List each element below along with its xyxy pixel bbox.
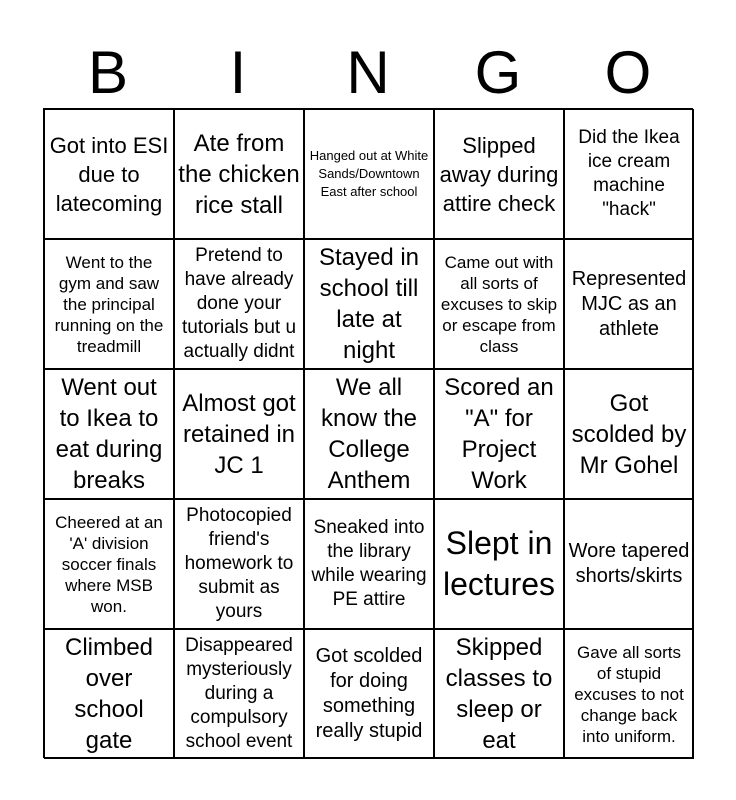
bingo-cell[interactable] [304,499,434,629]
bingo-cell[interactable] [44,239,174,369]
bingo-cell[interactable] [434,499,564,629]
bingo-cell[interactable] [174,109,304,239]
cell-text: Pretend to have already done your tutorials but u actually didnt [181,245,297,362]
bingo-cell[interactable] [304,369,434,499]
cell-text: Got scolded by Mr Gohel [571,389,687,479]
bingo-cell[interactable] [304,239,434,369]
cell-text: Slept in lectures [442,525,556,602]
bingo-cell[interactable] [304,629,434,759]
title-letter-n: N [346,39,390,106]
cell-text: Slipped away during attire check [439,132,559,216]
cell-text: Wore tapered shorts/skirts [568,540,690,587]
cell-text: Cheered at an 'A' division soccer finals where MSB won. [55,512,163,616]
bingo-title [43,38,693,108]
cell-text: Photocopied friend's homework to submit as yours [184,505,294,622]
cell-text: Went out to Ikea to eat during breaks [55,374,163,494]
bingo-cell[interactable] [174,369,304,499]
bingo-cell[interactable] [304,109,434,239]
bingo-cell[interactable] [564,239,694,369]
bingo-cell[interactable] [434,629,564,759]
bingo-cell[interactable] [174,239,304,369]
cell-text: Got scolded for doing something really stupid [315,645,423,742]
cell-text: Almost got retained in JC 1 [182,389,296,479]
cell-text: Represented MJC as an athlete [571,267,687,340]
title-letter-g: G [474,39,522,106]
cell-text: Came out with all sorts of excuses to skip or escape from class [440,252,558,356]
cell-text: Skipped classes to sleep or eat [445,634,553,754]
bingo-cell[interactable] [564,109,694,239]
bingo-board [43,108,693,758]
cell-text: Ate from the chicken rice stall [178,129,300,219]
bingo-cell[interactable] [44,499,174,629]
bingo-cell[interactable] [174,499,304,629]
cell-text: Scored an "A" for Project Work [444,374,554,494]
bingo-cell[interactable] [564,499,694,629]
bingo-cell[interactable] [434,369,564,499]
bingo-cell[interactable] [434,109,564,239]
cell-text: Went to the gym and saw the principal running on the treadmill [54,252,164,356]
cell-text: Stayed in school till late at night [318,244,420,364]
cell-text: We all know the College Anthem [320,374,418,494]
bingo-cell[interactable] [44,109,174,239]
bingo-cell[interactable] [434,239,564,369]
title-letter-i: I [229,39,247,106]
cell-text: Hanged out at White Sands/Downtown East after school [309,148,429,199]
title-letter-b: B [87,39,129,106]
bingo-cell[interactable] [44,629,174,759]
cell-text: Climbed over school gate [64,634,154,754]
bingo-cell[interactable] [564,629,694,759]
cell-text: Disappeared mysteriously during a compulsory school event [185,635,293,752]
bingo-cell[interactable] [174,629,304,759]
bingo-cell[interactable] [44,369,174,499]
cell-text: Got into ESI due to latecoming [49,132,169,216]
cell-text: Did the Ikea ice cream machine "hack" [578,127,680,220]
cell-text: Gave all sorts of stupid excuses to not change back into uniform. [574,642,684,746]
title-letter-o: O [604,39,652,106]
cell-text: Sneaked into the library while wearing PE attire [311,517,427,610]
bingo-cell[interactable] [564,369,694,499]
